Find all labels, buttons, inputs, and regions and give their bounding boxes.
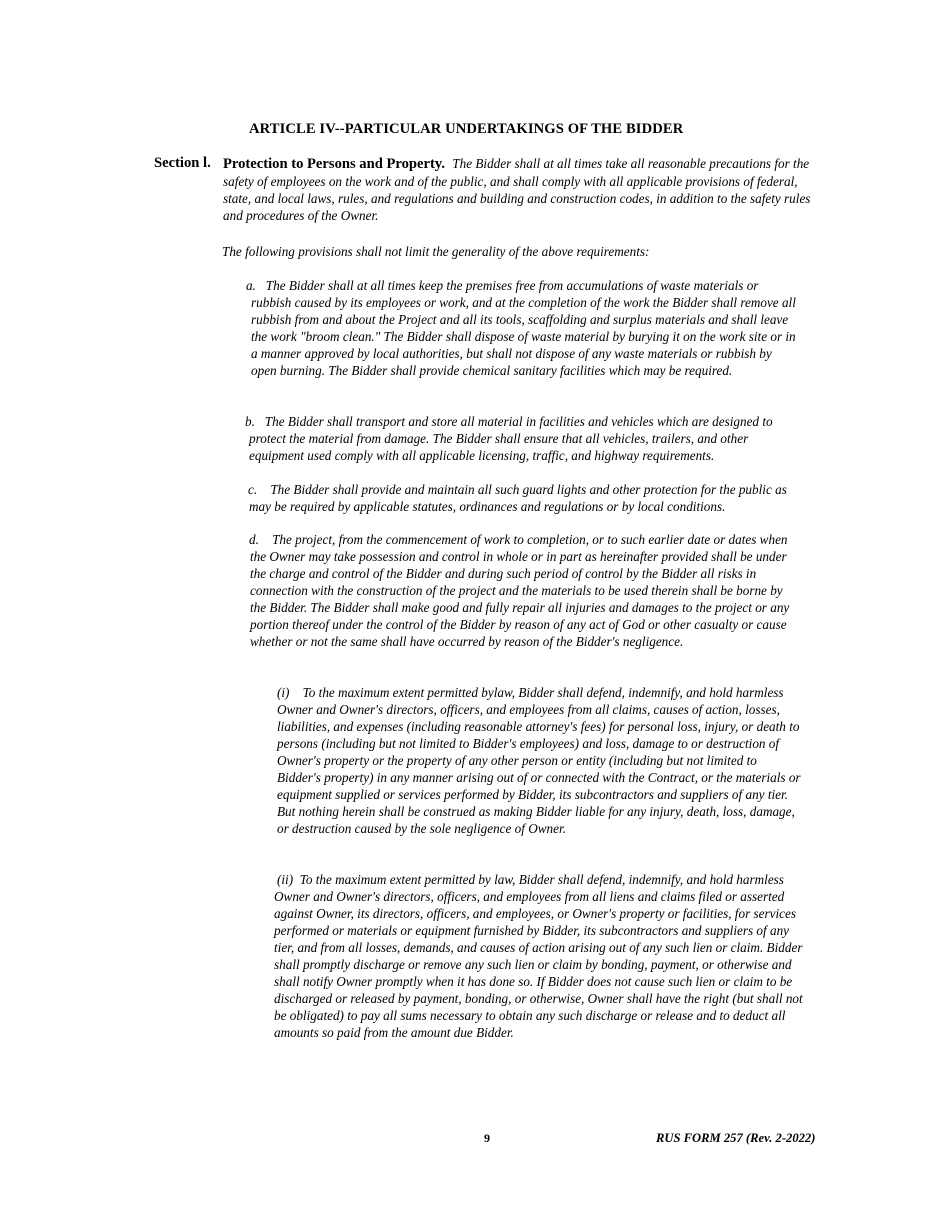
list-item-d [225, 531, 800, 650]
list-item-marker: d. [249, 532, 259, 547]
article-title: ARTICLE IV--PARTICULAR UNDERTAKINGS OF THE BIDDER [249, 121, 684, 137]
list-item-marker: a. [246, 278, 256, 293]
list-item-text: The project, from the commencement of work to completion, or to such earlier date or dates when the Owner may take possession and control in whole or in part as hereinafter provided shall be under the charge and control of the Bidder and during such period of control by the Bidder all risks in connection with the construction of the project and the materials to be used therein shall be borne by the Bidder. The Bidder shall make good and fully repair all injuries and damages to the project or any portion thereof under the control of the Bidder by reason of any act of God or other casualty or cause whether or not the same shall have occurred by reason of the Bidder's negligence. [250, 532, 790, 649]
list-item-text: The Bidder shall provide and maintain all such guard lights and other protection for the public as may be required by applicable statutes, ordinances and regulations or by local conditions. [249, 482, 787, 514]
list-item-marker: c. [248, 482, 258, 497]
section-paragraph [223, 155, 813, 224]
sub-item-text: To the maximum extent permitted by law, Bidder shall defend, indemnify, and hold harmless Owner and Owner's directors, officers, and employees from all liens and claims filed or asserted against Owner, its directors, officers, and employees, or Owner's property or facilities, for services performed or materials or equipment furnished by Bidder, its subcontractors and suppliers of any tier, and from all losses, demands, and causes of action arising out of any such lien or claim. Bidder shall promptly discharge or remove any such lien or claim by bonding, payment, or otherwise and shall notify Owner promptly when it has done so. If Bidder does not cause such lien or claim to be discharged or released by payment, bonding, or otherwise, Owner shall have the right (but shall not be obligated) to pay all sums necessary to obtain any such discharge or release and to deduct all amounts so paid from the amount due Bidder. [274, 872, 803, 1040]
list-item-text: The Bidder shall transport and store all material in facilities and vehicles which are designed to protect the material from damage. The Bidder shall ensure that all vehicles, trailers, and other equipment used comply with all applicable licensing, traffic, and highway requirements. [249, 414, 773, 463]
form-identifier: RUS FORM 257 (Rev. 2-2022) [656, 1131, 816, 1145]
sub-item-ii [251, 871, 803, 1041]
list-item-c [225, 481, 800, 515]
section-label: Section l. [154, 155, 211, 171]
list-item-a [225, 277, 800, 379]
sub-item-marker: (i) [277, 685, 290, 700]
lead-paragraph: The following provisions shall not limit the generality of the above requirements: [222, 244, 650, 259]
sub-item-text: To the maximum extent permitted bylaw, Bidder shall defend, indemnify, and hold harmless Owner and Owner's directors, officers, and employees from all claims, causes of action, losses, liabilities, and expenses (including reasonable attorney's fees) for personal loss, injury, or death to persons (including but not limited to Bidder's employees) and loss, damage to or destruction of Owner's property or the property of any other person or entity (including but not limited to Bidder's property) in any manner arising out of or connected with the Contract, or the materials or equipment supplied or services performed by Bidder, its subcontractors and suppliers of any tier. But nothing herein shall be construed as making Bidder liable for any injury, death, loss, damage, or destruction caused by the sole negligence of Owner. [277, 685, 801, 836]
list-item-b [225, 413, 790, 464]
section-body: The Bidder shall at all times take all reasonable precautions for the safety of employees on the work and of the public, and shall comply with all applicable provisions of federal, state, and local laws, rules, and regulations and building and construction codes, in addition to the safety rules and procedures of the Owner. [223, 156, 811, 223]
sub-item-marker: (ii) [277, 872, 294, 887]
sub-item-i [251, 684, 801, 837]
section-heading: Protection to Persons and Property. [223, 156, 445, 172]
list-item-text: The Bidder shall at all times keep the premises free from accumulations of waste materials or rubbish caused by its employees or work, and at the completion of the work the Bidder shall remove all rubbish from and about the Project and all its tools, scaffolding and surplus materials and shall leave the work "broom clean." The Bidder shall dispose of waste material by burying it on the work site or in a manner approved by local authorities, but shall not dispose of any waste materials or rubbish by open burning. The Bidder shall provide chemical sanitary facilities which may be required. [251, 278, 796, 378]
list-item-marker: b. [245, 414, 255, 429]
page-number: 9 [484, 1131, 490, 1145]
